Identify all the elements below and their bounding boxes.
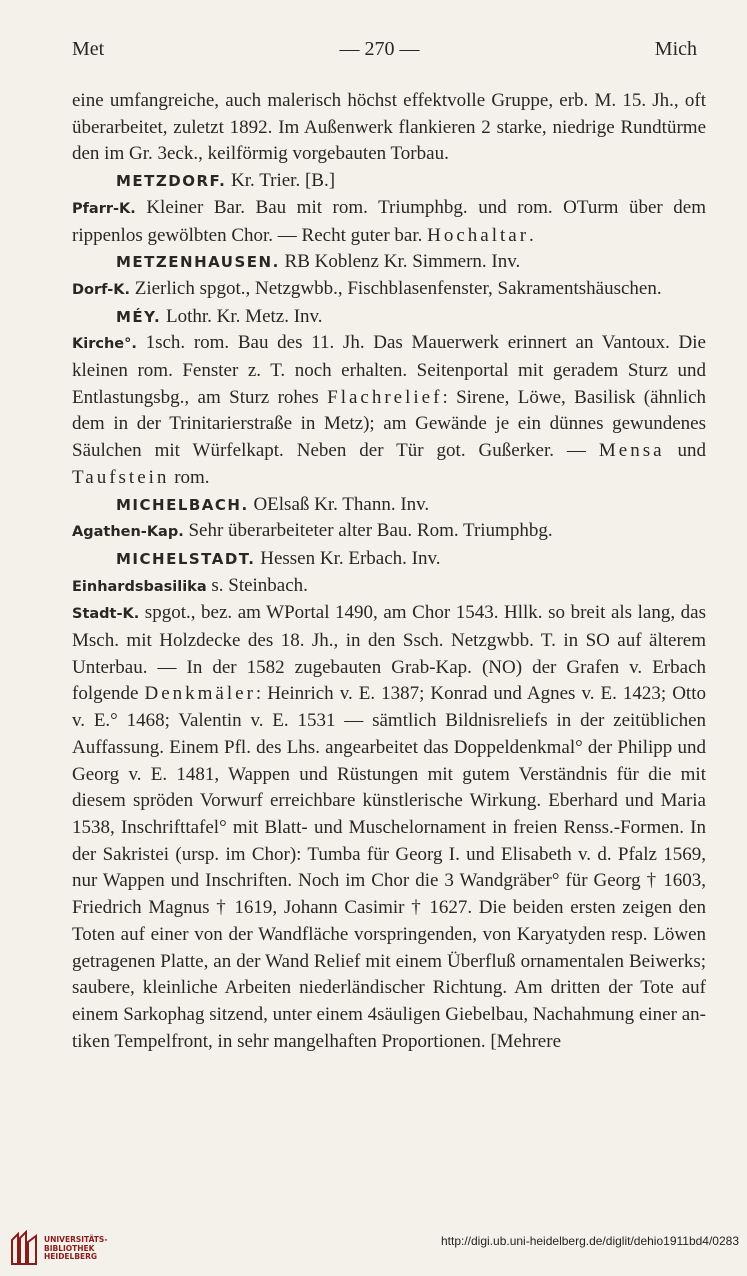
place-heading: MÉY. [116,307,162,326]
paragraph [72,330,706,491]
place-heading: METZENHAUSEN. [116,253,280,272]
running-header [72,38,697,61]
entry-label: Stadt-K. [72,606,140,623]
paragraph [72,195,706,249]
text-run: Lothr. Kr. Metz. Inv. [161,305,323,327]
paragraph [72,276,706,304]
place-entry [72,304,706,331]
header-left: Met [72,38,105,60]
text-run: Hessen Kr. Erbach. Inv. [255,547,441,569]
spaced-term: Taufstein [72,466,170,488]
logo-line-2: BIBLIOTHEK [44,1243,95,1253]
footer [0,1228,747,1276]
library-logo-text [44,1236,107,1262]
place-heading: MICHELBACH. [116,495,249,514]
spaced-term: Denkmäler [144,683,256,705]
spaced-term: Mensa [598,440,665,462]
logo-line-1: UNIVERSITÄTS- [44,1235,108,1245]
entry-label: Dorf-K. [72,281,130,298]
place-heading: MICHELSTADT. [116,549,256,568]
page-number: — 270 — [339,38,420,60]
text-run: 1sch. rom. Bau des 11. Jh. Das Mauerwerk erinnert an Vantoux. Die kleinen rom. Fenster z. T. noch erhalten. Seitenportal mit geradem Sturz und Entlastungsbg., am Sturz rohes [72,332,706,408]
paragraph [72,600,706,1055]
text-run: Sehr überarbeiteter alter Bau. Rom. Triumphbg. [183,520,553,542]
text-run: : Heinrich v. E. 1387; Konrad und Agnes v. E. 1423; Otto v. E.° 1468; Valentin v. E. 1531 — sämtlich Bildnisreliefs in der zeitüblichen Auffassung. Einem Pfl. des Lhs. angearbeitet das Doppeldenkmal° der Philipp und Georg v. E. 1481, Wappen und Rüstungen mit gutem Verständnis für die mit diesem spröden Vorwurf erreichbare künstlerische Wirkung. Eberhard und Maria 1538, Inschrifttafel° mit Blatt- und Muschelornament in freien Renss.-Formen. In der Sakristei (ursp. im Chor): Tumba für Georg I. und Elisabeth v. d. Pfalz 1569, nur Wappen und Inschriften. Noch im Chor die 3 Wandgräber° für Georg † 1603, Friedrich Magnus † 1619, Johann Casimir † 1627. Die beiden ersten zeigen den Toten auf einer von der Wandfläche vorspringenden, von Karyatyden resp. Löwen getragenen Platte, an der Wand Relief mit einem Überfluß ornamentalen Beiwerks; saubere, kleinliche Arbeiten niederländischer Richtung. Am dritten der Tote auf einem Sarkophag sitzend, unter einem 4säuligen Giebelbau, Nachahmung einer antiken Tempelfront, in sehr mangelhaften Proportionen. [Mehrere [72,683,706,1052]
entry-label: Agathen-Kap. [72,524,184,541]
spaced-term: Hochaltar [427,224,530,246]
source-url[interactable]: http://digi.ub.uni-heidelberg.de/diglit/dehio1911bd4/0283 [440,1234,739,1248]
place-entry [72,168,706,195]
text-run: spgot., bez. am WPortal 1490, am Chor 1543. Hllk. so breit als lang, das Msch. mit Holzdecke des 18. Jh., in den Ssch. Netzgwbb. T. in SO auf älterem Unterbau. — In der 1582 zugebauten Grab-Kap. (NO) der Grafen v. Erbach folgende [72,602,706,705]
text-run: Kleiner Bar. Bau mit rom. Triumphbg. und rom. OTurm über dem rippenlos gewölbten Chor. — Recht guter bar. [72,196,706,246]
text-run: . [529,224,534,246]
entry-label: Pfarr-K. [72,200,136,217]
page-body [72,88,706,1055]
text-run: Zierlich spgot., Netzgwbb., Fischblasenfenster, Sakramentshäuschen. [129,277,662,299]
entry-label: Kirche°. [72,336,137,353]
place-entry [72,546,706,573]
paragraph [72,573,706,601]
place-heading: METZDORF. [116,172,227,191]
text-run: eine umfangreiche, auch malerisch höchst effektvolle Gruppe, erb. M. 15. Jh., oft überarbeitet, zuletzt 1892. Im Außenwerk flankieren 2 starke, niedrige Rundtürme den im Gr. 3eck., keilförmig vorgebauten Torbau. [72,90,706,165]
entry-label: Einhardsbasilika [72,578,207,595]
text-run: OElsaß Kr. Thann. Inv. [248,493,430,515]
logo-line-3: HEIDELBERG [44,1252,98,1262]
paragraph [72,518,706,546]
text-run: rom. [169,466,210,488]
text-run: s. Steinbach. [206,574,308,596]
library-logo [8,1230,107,1268]
text-run: Kr. Trier. [B.] [226,170,336,192]
place-entry [72,492,706,519]
paragraph [72,88,706,168]
place-entry [72,249,706,276]
header-right: Mich [654,38,697,60]
text-run: RB Koblenz Kr. Simmern. Inv. [279,251,521,273]
text-run: : Sirene, Löwe, Basilisk (ähnlich dem in der Trinitarierstraße in Metz); am Gewände je ein dünnes gewundenes Säulchen mit Würfelkapt. Neben der Tür got. Gußerker. — [72,386,706,462]
library-emblem-icon [8,1230,40,1268]
text-run: und [664,440,706,462]
spaced-term: Flachrelief [327,386,443,408]
